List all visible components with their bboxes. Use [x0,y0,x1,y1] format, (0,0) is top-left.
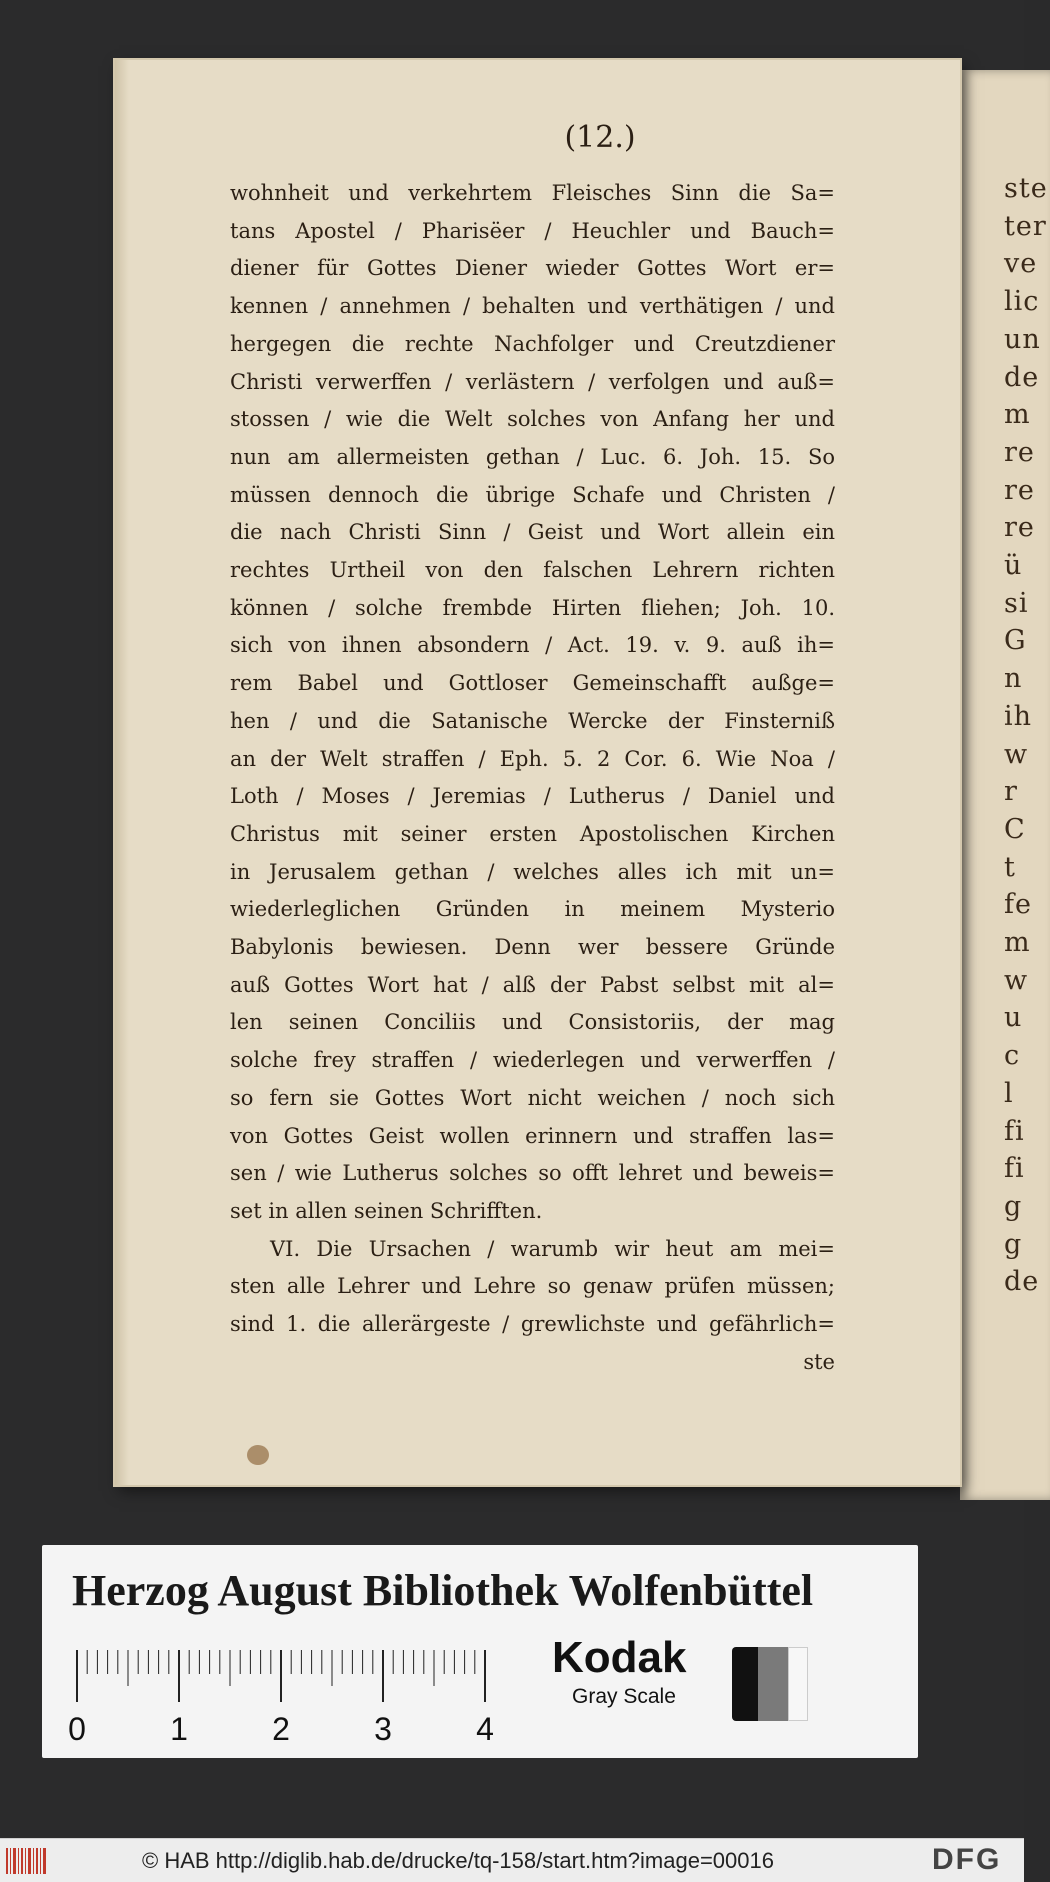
barcode-icon [6,1848,48,1874]
color-target-card [42,1545,918,1758]
ruler-number: 4 [476,1711,494,1747]
white-patch [788,1647,808,1721]
text-line: so fern sie Gottes Wort nicht weichen / noch sich [230,1085,835,1110]
text-line: sten alle Lehrer und Lehre so genaw prüfen müssen; [230,1274,835,1299]
text-line: rem Babel und Gottloser Gemeinschafft außge= [230,671,835,696]
text-line: nun am allermeisten gethan / Luc. 6. Joh. 15. So [230,444,835,469]
page-stain [247,1445,269,1465]
kodak-logo: Kodak [552,1633,687,1682]
text-line: len seinen Conciliis und Consistoriis, der mag [230,1010,835,1035]
text-line: müssen dennoch die übrige Schafe und Christen / [230,482,835,507]
dfg-logo: DFG [932,1843,1002,1876]
text-line: wiederleglichen Gründen in meinem Mysterio [230,897,835,922]
text-line: an der Welt straffen / Eph. 5. 2 Cor. 6. Wie Noa / [230,746,835,771]
text-line: stossen / wie die Welt solches von Anfang her und [230,407,835,432]
text-line: set in allen seinen Schrifften. [230,1198,543,1223]
page-gutter [115,60,129,1485]
text-line: ste [803,1349,835,1374]
grey-patch [758,1647,788,1721]
text-line: von Gottes Geist wollen erinnern und straffen las= [230,1123,835,1148]
next-page-text-fragment: ste ter ve lic un de m re re re ü si G n ih w r C t fe m w u c l fi fi g g de [1004,173,1048,1298]
text-line: können / solche frembde Hirten fliehen; Joh. 10. [230,595,835,620]
text-line: auß Gottes Wort hat / alß der Pabst selbst mit al= [230,972,835,997]
scale-ruler [68,1640,522,1750]
page-text [230,175,835,1382]
gray-scale-patch [732,1647,808,1721]
black-patch [732,1647,758,1721]
gray-scale-label: Gray Scale [572,1685,676,1708]
page-number: (12.) [564,120,636,155]
text-line: in Jerusalem gethan / welches alles ich mit un= [230,859,835,884]
ruler-number: 0 [68,1711,86,1747]
text-line: VI. Die Ursachen / warumb wir heut am mei= [270,1236,835,1261]
text-line: kennen / annehmen / behalten und verthätigen / und [230,294,835,319]
footer-bar [0,1838,1024,1882]
text-line: Christi verwerffen / verlästern / verfolgen und auß= [230,369,835,394]
library-name: Herzog August Bibliothek Wolfenbüttel [72,1566,814,1615]
text-line: hen / und die Satanische Wercke der Finsterniß [230,708,835,733]
copyright-credit: © HAB http://diglib.hab.de/drucke/tq-158/start.htm?image=00016 [142,1848,774,1873]
next-page-edge [960,70,1050,1500]
text-line: wohnheit und verkehrtem Fleisches Sinn die Sa= [230,181,835,205]
text-line: Loth / Moses / Jeremias / Lutherus / Daniel und [230,784,835,809]
ruler-number: 3 [374,1711,392,1747]
text-line: rechtes Urtheil von den falschen Lehrern richten [230,558,835,583]
text-line: tans Apostel / Pharisëer / Heuchler und Bauch= [230,218,835,243]
text-line: die nach Christi Sinn / Geist und Wort allein ein [230,520,835,545]
text-line: sen / wie Lutherus solches so offt lehret und beweis= [230,1161,835,1186]
text-line: hergegen die rechte Nachfolger und Creutzdiener [230,331,835,356]
book-page [115,60,960,1485]
text-line: sich von ihnen absondern / Act. 19. v. 9. auß ih= [230,633,835,658]
text-line: sind 1. die allerärgeste / grewlichste und gefährlich= [230,1312,835,1337]
ruler-number: 2 [272,1711,290,1747]
text-line: solche frey straffen / wiederlegen und verwerffen / [230,1048,835,1073]
text-line: Babylonis bewiesen. Denn wer bessere Gründe [230,935,835,960]
text-line: Christus mit seiner ersten Apostolischen Kirchen [230,821,835,846]
ruler-number: 1 [170,1711,188,1747]
text-line: diener für Gottes Diener wieder Gottes Wort er= [230,256,835,281]
